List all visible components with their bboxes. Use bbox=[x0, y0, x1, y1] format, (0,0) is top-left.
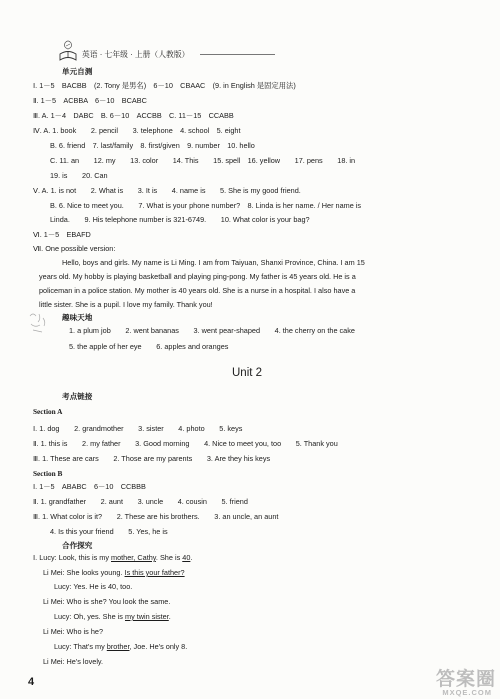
answer-row: C. 11. an 12. my 13. color 14. This 15. spell 16. yellow 17. pens 18. in bbox=[50, 156, 356, 165]
answer-row: Ⅶ. One possible version: bbox=[33, 244, 116, 253]
speaker: Li Mei: bbox=[43, 597, 67, 606]
speaker: Li Mei: bbox=[43, 627, 67, 636]
dialogue-line bbox=[54, 642, 187, 651]
answer-row: Ⅰ. 1－5 BACBB (2. Tony 是男名) 6－10 CBAAC (9. in English 是固定用法) bbox=[33, 81, 296, 90]
answer-row: Ⅰ. 1. dog 2. grandmother 3. sister 4. photo 5. keys bbox=[33, 424, 243, 433]
answer-row: 19. is 20. Can bbox=[50, 171, 108, 180]
line-text: . bbox=[190, 553, 193, 562]
section-title-coop: 合作探究 bbox=[62, 541, 93, 550]
book-logo-icon bbox=[58, 40, 78, 62]
answer-row: Ⅵ. 1－5 EBAFD bbox=[33, 230, 91, 239]
watermark-logo bbox=[414, 664, 498, 698]
speaker: Lucy: bbox=[54, 642, 74, 651]
section-a-label: Section A bbox=[33, 407, 63, 416]
fun-row: 1. a plum job 2. went bananas 3. went pear-shaped 4. the cherry on the cake bbox=[69, 326, 355, 335]
answer-blank: 40 bbox=[182, 553, 191, 562]
answer-row: Ⅱ. 1－5 ACBBA 6－10 BCABC bbox=[33, 96, 147, 105]
line-text: He's lovely. bbox=[66, 657, 104, 666]
line-text: Oh, yes. She is bbox=[73, 612, 125, 621]
answer-row: Ⅱ. 1. grandfather 2. aunt 3. uncle 4. cousin 5. friend bbox=[33, 497, 248, 506]
section-b-label: Section B bbox=[33, 469, 63, 478]
unit-heading: Unit 2 bbox=[232, 367, 263, 379]
dialogue-line bbox=[54, 582, 132, 591]
answer-row: Ⅰ. 1－5 ABABC 6－10 CCBBB bbox=[33, 482, 146, 491]
watermark-site: MXQE.COM bbox=[442, 688, 492, 697]
answer-row: 4. Is this your friend 5. Yes, he is bbox=[50, 527, 168, 536]
sketch-decoration-icon bbox=[27, 310, 49, 336]
line-text: Yes. He is 40, too. bbox=[73, 582, 133, 591]
speaker: Lucy: bbox=[54, 612, 74, 621]
essay-line: years old. My hobby is playing basketball and playing ping-pong. My father is 45 years old. He is a bbox=[39, 272, 356, 281]
fun-row: 5. the apple of her eye 6. apples and oranges bbox=[69, 342, 229, 351]
essay-line: Hello, boys and girls. My name is Li Ming. I am from Taiyuan, Shanxi Province, China. I am 15 bbox=[62, 258, 365, 267]
line-text: Who is he? bbox=[66, 627, 104, 636]
answer-blank: mother, Cathy bbox=[111, 553, 156, 562]
answer-blank: my twin sister bbox=[124, 612, 169, 621]
answer-row: Ⅲ. 1. These are cars 2. Those are my parents 3. Are they his keys bbox=[33, 454, 271, 463]
line-text: , Joe. He's only 8. bbox=[129, 642, 188, 651]
speaker: Li Mei: bbox=[43, 657, 67, 666]
header-rule bbox=[200, 54, 275, 55]
speaker: Lucy: bbox=[54, 582, 74, 591]
line-text: . bbox=[168, 612, 171, 621]
answer-row: Ⅱ. 1. this is 2. my father 3. Good morning 4. Nice to meet you, too 5. Thank you bbox=[33, 439, 338, 448]
answer-row: B. 6. Nice to meet you. 7. What is your phone number? 8. Linda is her name. / Her name is bbox=[50, 201, 362, 210]
dialogue-line bbox=[33, 553, 192, 562]
essay-line: little sister. She is a pupil. I love my family. Thank you! bbox=[39, 300, 213, 309]
answer-blank: Is this your father? bbox=[124, 568, 185, 577]
answer-row: B. 6. friend 7. last/family 8. first/given 9. number 10. hello bbox=[50, 141, 255, 150]
line-text: She looks young. bbox=[66, 568, 125, 577]
line-text: Who is she? You look the same. bbox=[66, 597, 171, 606]
speaker: Li Mei: bbox=[43, 568, 67, 577]
dialogue-line bbox=[43, 597, 170, 606]
line-text: That's my bbox=[73, 642, 107, 651]
essay-line: policeman in a police station. My mother is 40 years old. She is a nurse in a hospital. I also have a bbox=[39, 286, 356, 295]
answer-row: Ⅴ. A. 1. is not 2. What is 3. It is 4. name is 5. She is my good friend. bbox=[33, 186, 301, 195]
answer-row: Ⅲ. 1. What color is it? 2. These are his brothers. 3. an uncle, an aunt bbox=[33, 512, 279, 521]
answer-row: Linda. 9. His telephone number is 321-6749. 10. What color is your bag? bbox=[50, 215, 310, 224]
section-title-fun: 趣味天地 bbox=[62, 313, 93, 322]
page-number: 4 bbox=[28, 676, 35, 688]
answer-row: Ⅳ. A. 1. book 2. pencil 3. telephone 4. school 5. eight bbox=[33, 126, 241, 135]
watermark-big: 答案圈 bbox=[435, 669, 496, 690]
answer-row: Ⅲ. A. 1－4 DABC B. 6－10 ACCBB C. 11－15 CCABB bbox=[33, 111, 234, 120]
line-text: Look, this is my bbox=[58, 553, 111, 562]
section-title-links: 考点链接 bbox=[62, 392, 93, 401]
dialogue-line bbox=[54, 612, 171, 621]
dialogue-line bbox=[43, 657, 103, 666]
speaker: Ⅰ. Lucy: bbox=[33, 553, 59, 562]
answer-blank: brother bbox=[106, 642, 130, 651]
dialogue-line bbox=[43, 568, 185, 577]
section-title-self-test: 单元自测 bbox=[62, 67, 93, 76]
dialogue-line bbox=[43, 627, 103, 636]
line-text: . She is bbox=[155, 553, 183, 562]
header-title: 英语 · 七年级 · 上册（人教版） bbox=[82, 50, 190, 59]
